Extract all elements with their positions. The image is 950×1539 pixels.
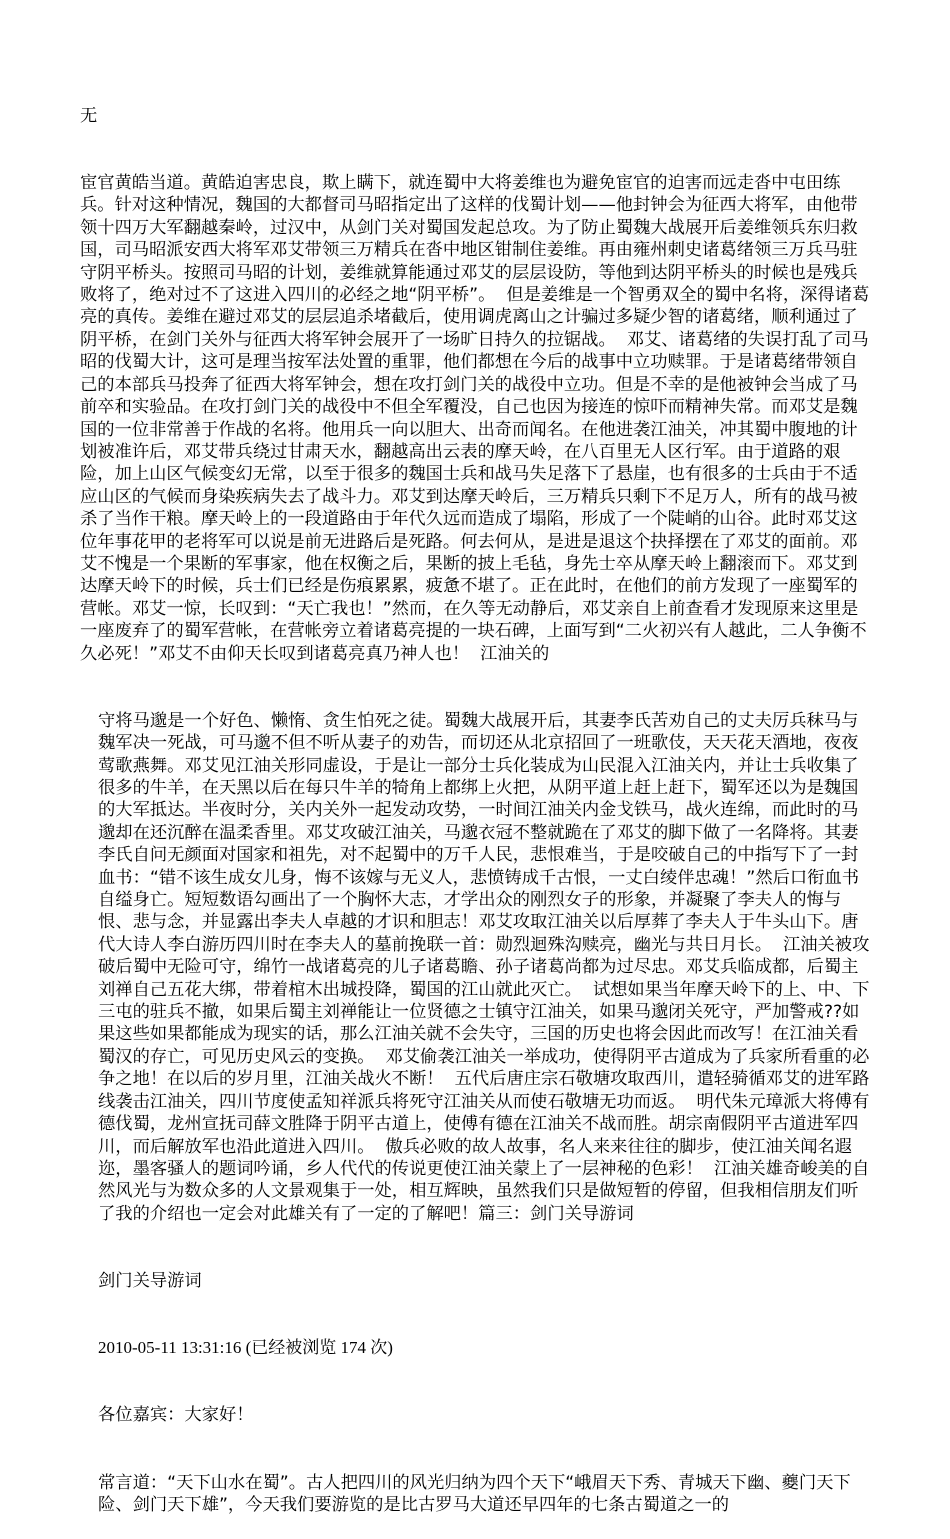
first-line: 无 (80, 105, 98, 126)
greeting: 各位嘉宾：大家好！ (98, 1405, 254, 1426)
date-line: 2010-05-11 13:31:16 (已经被浏览 174 次) (98, 1338, 393, 1358)
paragraph-jiangwei-dengai: 宦官黄皓当道。黄皓迫害忠良，欺上瞒下，就连蜀中大将姜维也为避免宦官的迫害而远走沓中屯田练兵。针对这种情况，魏国的大都督司马昭指定出了这样的伐蜀计划——他封钟会为征西大将军，由他带领十四万大军翻越秦岭，过汉中，从剑门关对蜀国发起总攻。为了防止蜀魏大战展开后姜维领兵东归救国，司马昭派安西大将军邓艾带领三万精兵在沓中地区钳制住姜维。再由雍州刺史诸葛绪领三万兵马驻守阴平桥头。按照司马昭的计划，姜维就算能通过邓艾的层层设防，等他到达阴平桥头的时候也是残兵败将了，绝对过不了这进入四川的必经之地“阴平桥”。 但是姜维是一个智勇双全的蜀中名将，深得诸葛亮的真传。姜维在避过邓艾的层层追杀堵截后，使用调虎离山之计骗过多疑少智的诸葛绪，顺利通过了阴平桥，在剑门关外与征西大将军钟会展开了一场旷日持久的拉锯战。 邓艾、诸葛绪的失误打乱了司马昭的伐蜀大计，这可是理当按军法处置的重罪，他们都想在今后的战事中立功赎罪。于是诸葛绪带领自己的本部兵马投奔了征西大将军钟会，想在攻打剑门关的战役中立功。但是不幸的是他被钟会当成了马前卒和实验品。在攻打剑门关的战役中不但全军覆没，自己也因为接连的惊吓而精神失常。而邓艾是魏国的一位非常善于作战的名将。他用兵一向以胆大、出奇而闻名。在他进袭江油关，冲其蜀中腹地的计划被准许后，邓艾带兵绕过甘肃天水，翻越高出云表的摩天岭，在八百里无人区行军。由于道路的艰险，加上山区气候变幻无常，以至于很多的魏国士兵和战马失足落下了悬崖，也有很多的士兵由于不适应山区的气候而身染疾病失去了战斗力。邓艾到达摩天岭后，三万精兵只剩下不足万人，所有的战马被杀了当作干粮。摩天岭上的一段道路由于年代久远而造成了塌陷，形成了一个陡峭的山谷。此时邓艾这位年事花甲的老将军可以说是前无进路后是死路。何去何从，是进是退这个抉择摆在了邓艾的面前。邓艾不愧是一个果断的军事家，他在权衡之后，果断的披上毛毡，身先士卒从摩天岭上翻滚而下。邓艾到达摩天岭下的时候，兵士们已经是伤痕累累，疲惫不堪了。正在此时，在他们的前方发现了一座蜀军的营帐。邓艾一惊，长叹到：“天亡我也！”然而，在久等无动静后，邓艾亲自上前查看才发现原来这里是一座废弃了的蜀军营帐，在营帐旁立着诸葛亮提的一块石碑，上面写到“二火初兴有人越此，二人争衡不久必死！”邓艾不由仰天长叹到诸葛亮真乃神人也！ 江油关的 (80, 173, 870, 664)
section-title: 剑门关导游词 (98, 1270, 202, 1291)
document-page (80, 60, 870, 1539)
paragraph-jianmen-intro: 常言道：“天下山水在蜀”。古人把四川的风光归纳为四个天下“峨眉天下秀、青城天下幽、夔门天下险、剑门天下雄”，今天我们要游览的是比古罗马大道还早四年的七条古蜀道之一的 (98, 1472, 851, 1515)
paragraph-jiangyou-pass: 守将马邈是一个好色、懒惰、贪生怕死之徒。蜀魏大战展开后，其妻李氏苦劝自己的丈夫厉兵秣马与魏军决一死战，可马邈不但不听从妻子的劝告，而切还从北京招回了一班歌伎，天天花天酒地，夜夜莺歌燕舞。邓艾见江油关形同虚设，于是让一部分士兵化装成为山民混入江油关内，并让士兵收集了很多的牛羊，在天黑以后在每只牛羊的犄角上都绑上火把，从阴平道上赶上赶下，蜀军还以为是魏国的大军抵达。半夜时分，关内关外一起发动攻势，一时间江油关内金戈铁马，战火连绵，而此时的马邈却在还沉醉在温柔香里。邓艾攻破江油关，马邈衣冠不整就跪在了邓艾的脚下做了一名降将。其妻李氏自问无颜面对国家和祖先，对不起蜀中的万千人民，悲恨难当，于是咬破自己的中指写下了一封血书：“错不该生成女儿身，悔不该嫁与无义人，悲愤铸成千古恨，一丈白绫伴忠魂！”然后口衔血书自缢身亡。短短数语勾画出了一个胸怀大志，才学出众的刚烈女子的形象，并凝聚了李夫人的悔与恨、悲与念，并显露出李夫人卓越的才识和胆志！邓艾攻取江油关以后厚葬了李夫人于牛头山下。唐代大诗人李白游历四川时在李夫人的墓前挽联一首：勋烈迴殊沟赎亮，幽光与共日月长。 江油关被攻破后蜀中无险可守，绵竹一战诸葛亮的儿子诸葛瞻、孙子诸葛尚都为过尽忠。邓艾兵临成都，后蜀主刘禅自己五花大绑，带着棺木出城投降，蜀国的江山就此灭亡。 试想如果当年摩天岭下的上、中、下三屯的驻兵不撤，如果后蜀主刘禅能让一位贤德之士镇守江油关，如果马邈闭关死守，严加警戒??如果这些如果都能成为现实的话，那么江油关就不会失守，三国的历史也将会因此而改写！在江油关看蜀汉的存亡，可见历史风云的变换。 邓艾偷袭江油关一举成功，使得阴平古道成为了兵家所看重的必争之地！在以后的岁月里，江油关战火不断！ 五代后唐庄宗石敬塘攻取西川，遣轻骑循邓艾的进军路线袭击江油关，四川节度使孟知祥派兵将死守江油关从而使石敬塘无功而返。 明代朱元璋派大将傅有德伐蜀，龙州宣抚司薛文胜降于阴平古道上，使傅有德在江油关不战而胜。胡宗南假阴平古道进军四川，而后解放军也沿此道进入四川。 傲兵必败的故人故事，名人来来往往的脚步，使江油关闻名遐迩，墨客骚人的题词吟诵，乡人代代的传说更使江油关蒙上了一层神秘的色彩！ 江油关雄奇峻美的自然风光与为数众多的人文景观集于一处，相互辉映，虽然我们只是做短暂的停留，但我相信朋友们听了我的介绍也一定会对此雄关有了一定的了解吧！篇三：剑门关导游词 (98, 710, 870, 1224)
